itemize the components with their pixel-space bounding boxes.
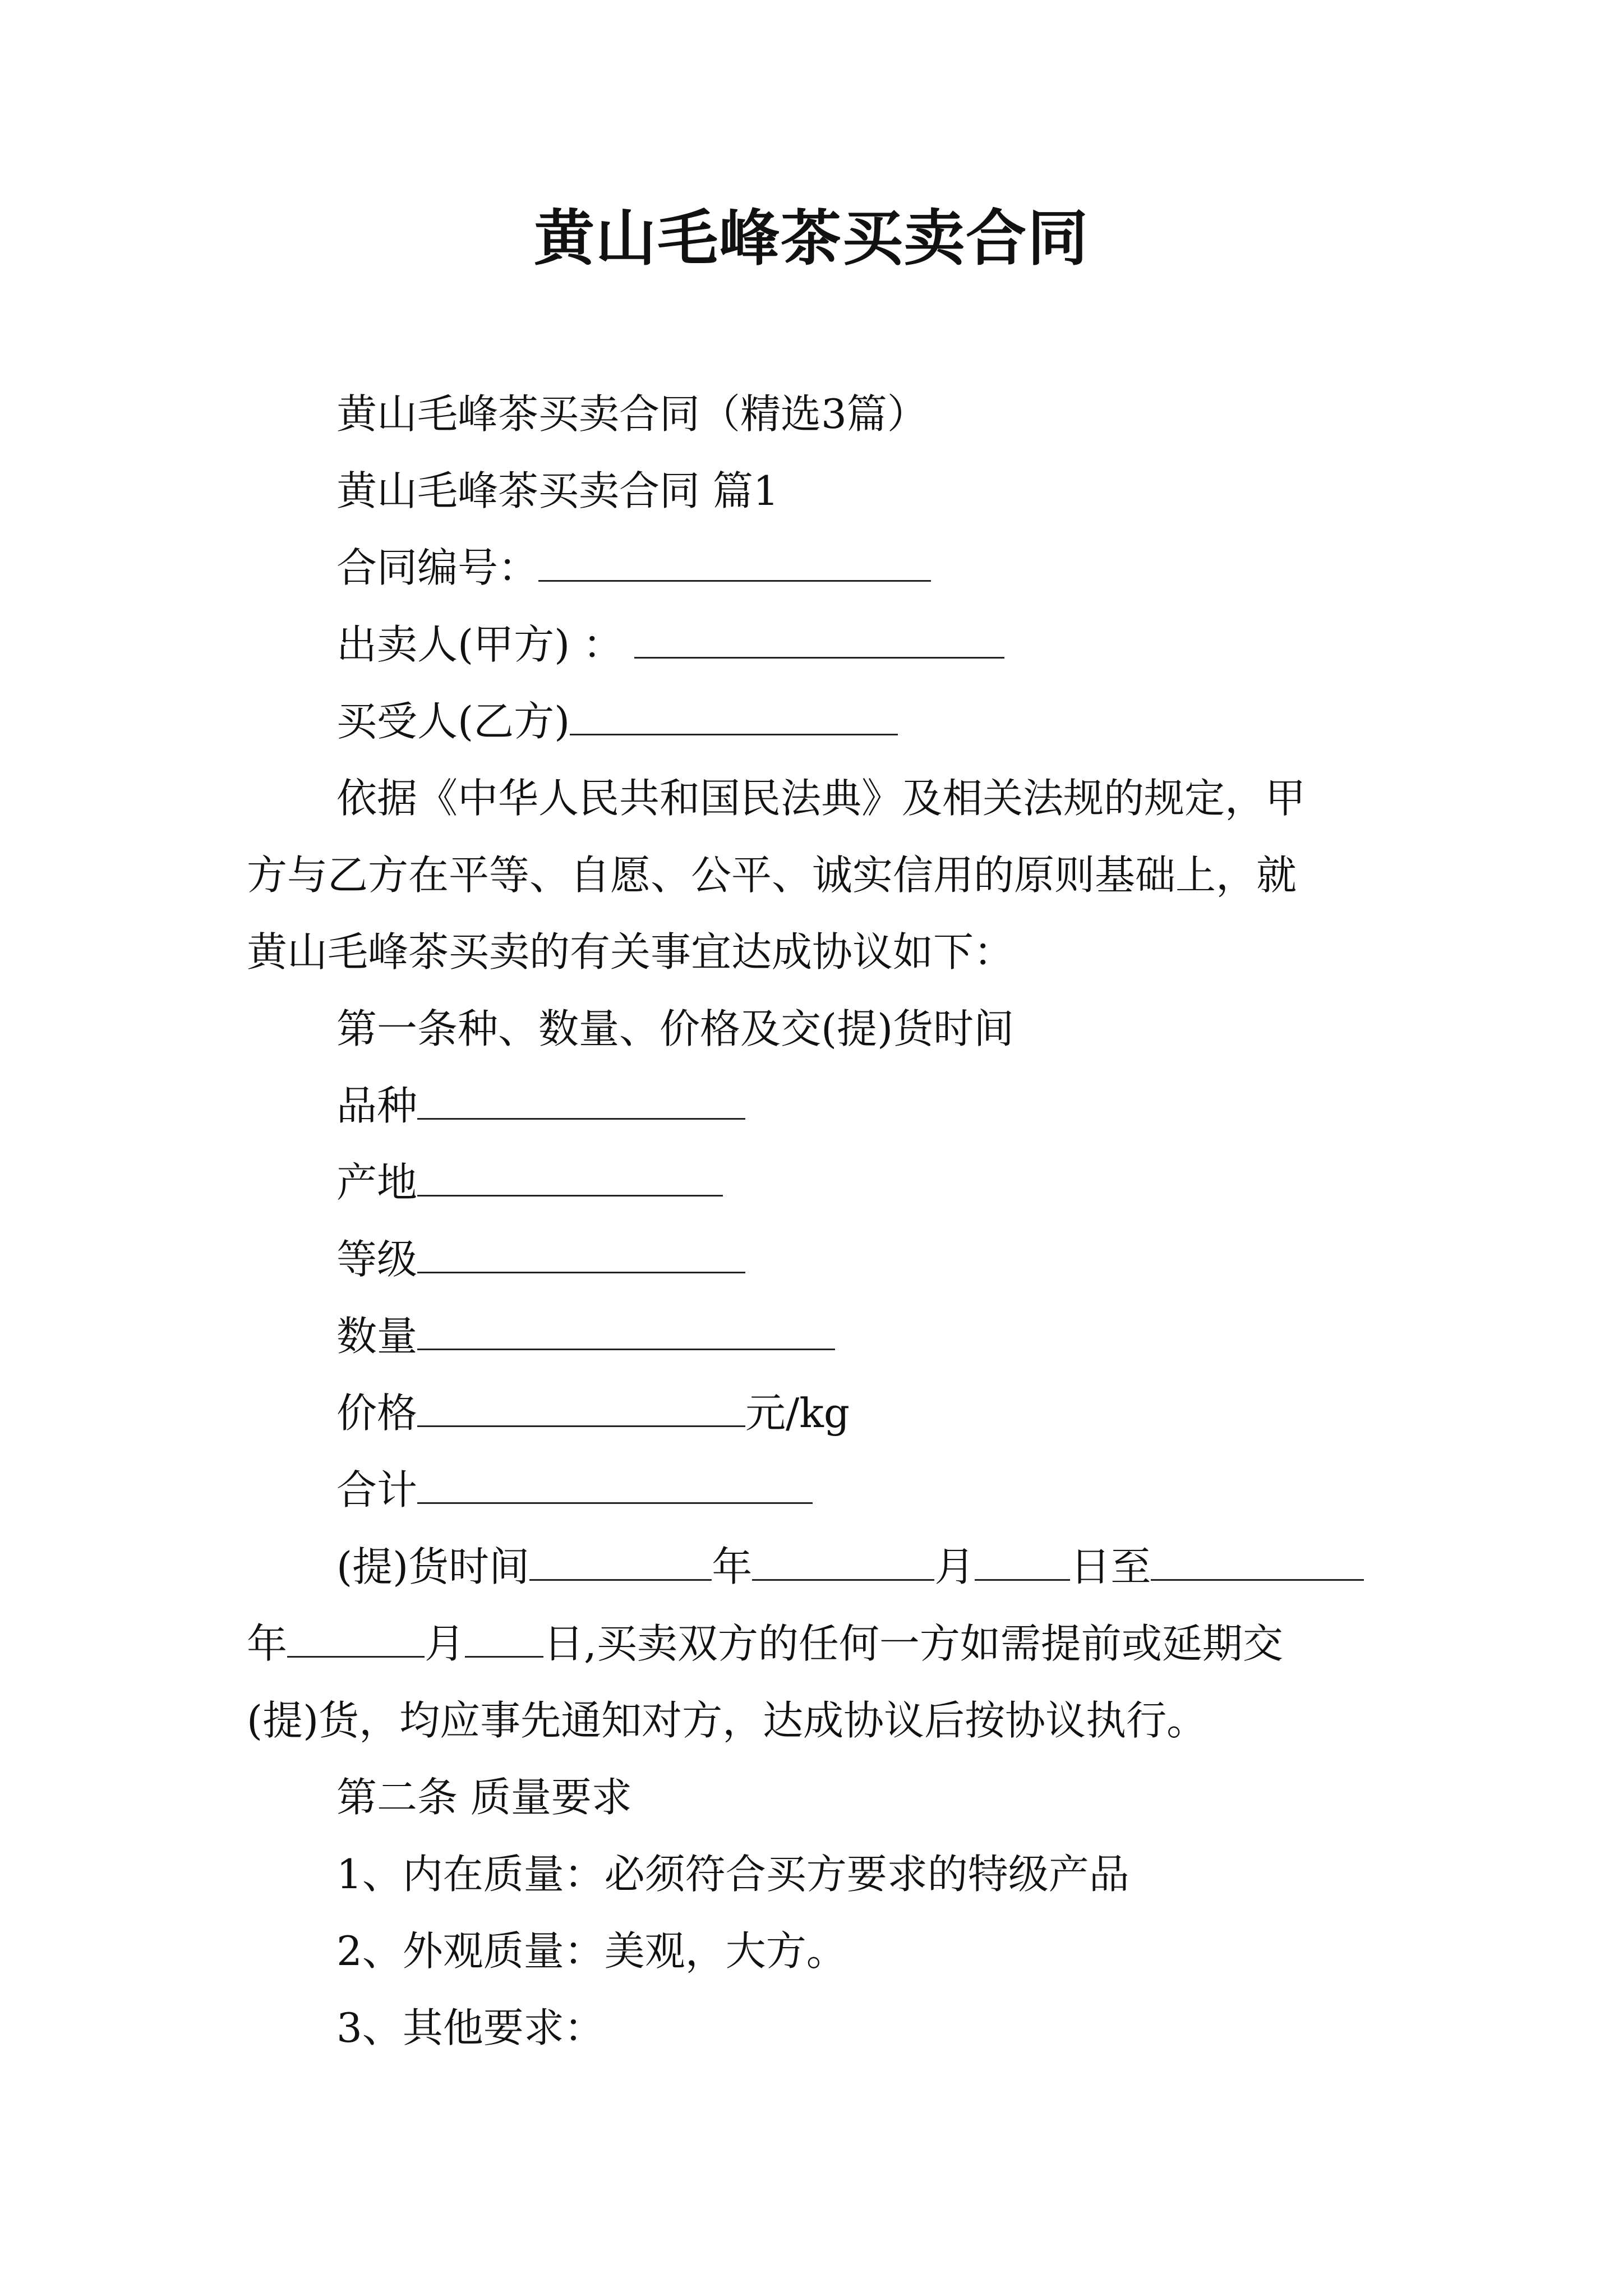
delivery-line-3: (提)货，均应事先通知对方，达成协议后按协议执行。: [247, 1697, 1207, 1744]
grade-label: 等级: [336, 1236, 418, 1283]
buyer-blank: [570, 699, 898, 735]
total-line: [336, 1463, 813, 1517]
seller-line: [336, 618, 1004, 671]
origin-label: 产地: [336, 1159, 418, 1206]
delivery-label: (提)货时间: [336, 1543, 530, 1590]
subtitle: 黄山毛峰茶买卖合同（精选3篇）: [336, 390, 928, 438]
year-label: 年: [712, 1543, 753, 1590]
quality-item-3: 3、其他要求：: [336, 2004, 605, 2051]
quantity-label: 数量: [336, 1313, 418, 1360]
origin-line: [336, 1156, 723, 1209]
total-label: 合计: [336, 1466, 418, 1513]
quantity-line: [336, 1309, 835, 1363]
delivery-line-2: [247, 1617, 1283, 1671]
delivery-month-blank: [752, 1544, 934, 1581]
day-to-label: 日至: [1070, 1543, 1151, 1590]
section-title: 黄山毛峰茶买卖合同 篇1: [336, 467, 779, 514]
end-year-label: 年: [247, 1620, 288, 1667]
end-month-label: 月: [425, 1620, 465, 1667]
contract-number-blank: [538, 545, 931, 582]
price-label: 价格: [336, 1389, 418, 1437]
price-blank: [417, 1391, 745, 1427]
seller-blank: [634, 622, 1004, 659]
contract-number-line: [336, 541, 931, 595]
grade-blank: [417, 1237, 745, 1273]
delivery-day-blank: [975, 1544, 1070, 1581]
seller-label: 出卖人(甲方) ：: [336, 621, 624, 668]
buyer-line: [336, 694, 898, 748]
price-unit: 元/kg: [745, 1389, 850, 1437]
origin-blank: [417, 1160, 723, 1197]
intro-line-3: 黄山毛峰茶买卖的有关事宜达成协议如下：: [247, 928, 1015, 976]
intro-line-1: 依据《中华人民共和国民法典》及相关法规的规定，甲: [336, 775, 1306, 822]
article2-heading: 第二条 质量要求: [336, 1774, 632, 1821]
delivery-year-blank: [529, 1544, 712, 1581]
quantity-blank: [417, 1314, 835, 1350]
delivery-remainder: 日,买卖双方的任何一方如需提前或延期交: [543, 1620, 1283, 1667]
month-label: 月: [934, 1543, 975, 1590]
delivery-line-1: [336, 1540, 1364, 1594]
total-blank: [417, 1467, 813, 1504]
buyer-label: 买受人(乙方): [336, 698, 570, 745]
delivery-end-month-blank: [287, 1621, 425, 1658]
delivery-end-day-blank: [465, 1621, 543, 1658]
variety-line: [336, 1079, 745, 1133]
document-title: 黄山毛峰茶买卖合同: [533, 203, 1089, 274]
contract-number-label: 合同编号：: [336, 544, 539, 591]
article1-heading: 第一条种、数量、价格及交(提)货时间: [336, 1005, 1015, 1052]
quality-item-2: 2、外观质量：美观，大方。: [336, 1927, 847, 1975]
delivery-end-year-blank: [1151, 1544, 1364, 1581]
quality-item-1: 1、内在质量：必须符合买方要求的特级产品: [336, 1851, 1129, 1898]
variety-label: 品种: [336, 1082, 418, 1129]
variety-blank: [417, 1083, 745, 1120]
price-line: [336, 1386, 850, 1440]
grade-line: [336, 1232, 745, 1286]
intro-line-2: 方与乙方在平等、自愿、公平、诚实信用的原则基础上，就: [247, 852, 1297, 899]
